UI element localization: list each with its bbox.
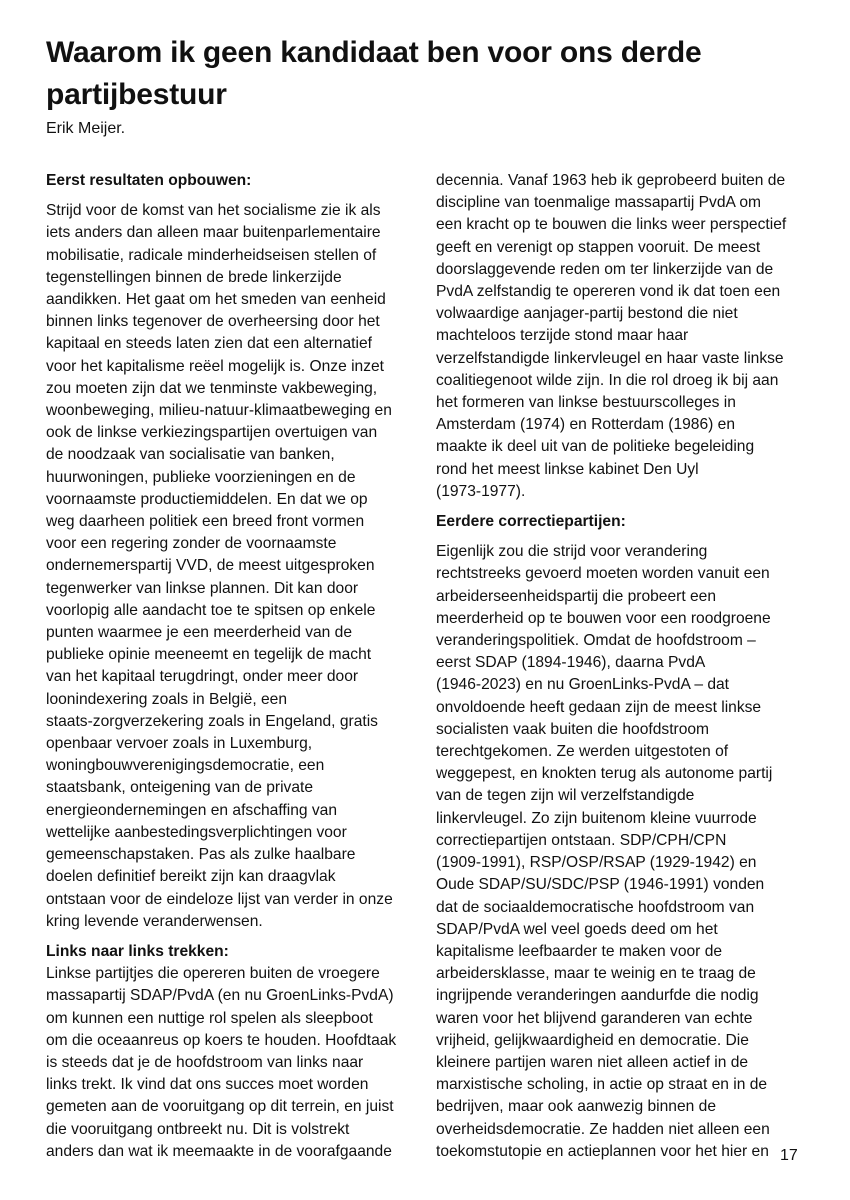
section-heading-links-naar-links: Links naar links trekken: [46,942,229,960]
section-heading-eerdere-correctiepartijen: Eerdere correctiepartijen: [436,513,626,531]
article-title: Waarom ik geen kandidaat ben voor ons derde partijbestuur [46,36,702,111]
article-author: Erik Meijer. [46,120,126,137]
paragraph-links-naar-links: Linkse partijtjes die opereren buiten de vroegere massapartij SDAP/PvdA (en nu GroenLinks-PvdA) om kunnen een nuttige rol spelen als sleepboot om die oceaanreus op koers te houden. Hoofdtaak is steeds dat je de hoofdstroom van links naar links trekt. Ik vind dat ons succes moet worden gemeten aan de vooruitgang op dit terrein, en juist die vooruitgang ontbreekt nu. Dit is volstrekt anders dan wat ik meemaakte in de voorafgaande [46,965,397,1160]
section-heading-eerst-resultaten: Eerst resultaten opbouwen: [46,172,252,189]
paragraph-eerdere-correctiepartijen: Eigenlijk zou die strijd voor verandering rechtstreeks gevoerd moeten worden vanuit een arbeiderseenheidspartij die probeert een meerderheid op te bouwen voor een roodgroene veranderingspolitiek. Omdat de hoofdstroom – eerst SDAP (1894-1946), daarna PvdA (1946-2023) en nu GroenLinks-PvdA – dat onvoldoende heeft gedaan zijn de meest linkse socialisten vaak buiten die hoofdstroom terechtgekomen. Ze werden uitgestoten of weggepest, en knokten terug als autonome partij van de tegen zijn wil verzelfstandigde linkervleugel. Zo zijn buitenom kleine vuurrode correctiepartijen ontstaan. SDP/CPH/CPN (1909-1991), RSP/OSP/RSAP (1929-1942) en Oude SDAP/SU/SDC/PSP (1946-1991) vonden dat de sociaaldemocratische hoofdstroom van SDAP/PvdA wel veel goeds deed om het kapitalisme leefbaarder te maken voor de arbeidersklasse, maar te weinig en te traag de ingrijpende veranderingen aandurfde die nodig waren voor het blijvend garanderen van echte vrijheid, gelijkwaardigheid en democratie. Die kleinere partijen waren niet alleen actief in de marxistische scholing, in actie op straat en in de bedrijven, maar ook aanwezig binnen de overheidsdemocratie. Ze hadden niet alleen een toekomstutopie en actieplannen voor het hier en [436,543,773,1160]
paragraph-eerst-resultaten: Strijd voor de komst van het socialisme zie ik als iets anders dan alleen maar buitenparlementaire mobilisatie, radicale minderheidseisen stellen of tegenstellingen binnen de brede linkerzijde aandikken. Het gaat om het smeden van eenheid binnen links tegenover de overheersing door het kapitaal en steeds laten zien dat een alternatief voor het kapitalisme reëel mogelijk is. Onze inzet zou moeten zijn dat we tenminste vakbeweging, woonbeweging, milieu-natuur-klimaatbeweging en ook de linkse verkiezingspartijen overtuigen van de noodzaak van socialisatie van banken, huurwoningen, publieke voorzieningen en de voornaamste productiemiddelen. En dat we op weg daarheen politiek een breed front vormen voor een regering zonder de voornaamste ondernemerspartij VVD, de meest uitgesproken tegenwerker van linkse plannen. Dit kan door voorlopig alle aandacht toe te spitsen op enkele punten waarmee je een meerderheid van de publieke opinie meeneemt en tegelijk de macht van het kapitaal terugdringt, onder meer door loonindexering zoals in België, een staats-zorgverzekering zoals in Engeland, gratis openbaar vervoer zoals in Luxemburg, woningbouwverenigingsdemocratie, een staatsbank, onteigening van de private energieondernemingen en afschaffing van wettelijke aanbestedingsverplichtingen voor gemeenschapstaken. Pas als zulke haalbare doelen definitief bereikt zijn kan draagvlak ontstaan voor de eindeloze lijst van verder in onze kring levende veranderwensen. [46,202,393,930]
page-number: 17 [780,1147,798,1164]
paragraph-decennia: decennia. Vanaf 1963 heb ik geprobeerd buiten de discipline van toenmalige massapartij PvdA om een kracht op te bouwen die links weer perspectief geeft en verenigt op stappen vooruit. De meest doorslaggevende reden om ter linkerzijde van de PvdA zelfstandig te opereren vond ik dat toen een volwaardige aanjager-partij bestond die niet machteloos terzijde stond maar haar verzelfstandigde linkervleugel en haar vaste linkse coalitiegenoot wilde zijn. In die rol droeg ik bij aan het formeren van linkse bestuurscolleges in Amsterdam (1974) en Rotterdam (1986) en maakte ik deel uit van de politieke begeleiding rond het meest linkse kabinet Den Uyl (1973-1977). [436,172,787,500]
left-column [46,170,418,1163]
right-column [436,170,808,1163]
